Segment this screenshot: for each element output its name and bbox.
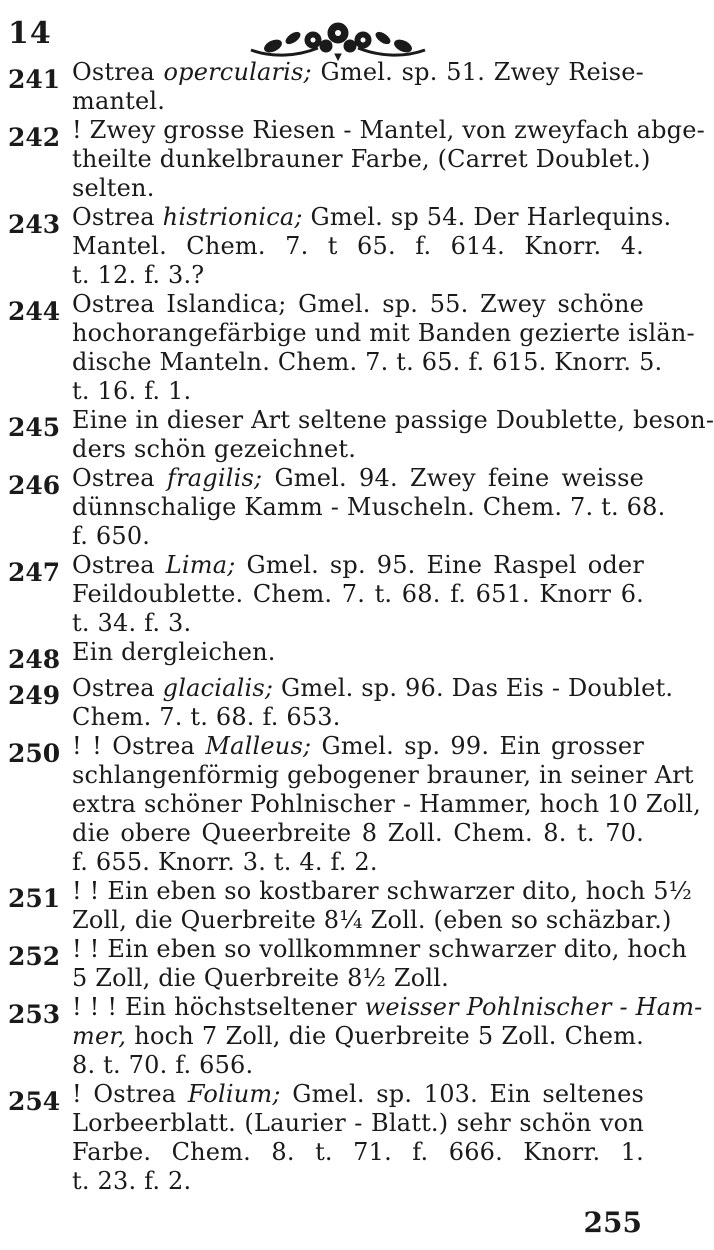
catalog-entry	[8, 58, 648, 116]
catalog-entry	[8, 290, 695, 406]
catalog-entry	[8, 203, 672, 290]
text-line	[72, 290, 644, 319]
text-segment: Gmel. 94. Zwey feine weisse	[262, 464, 644, 492]
text-line	[72, 87, 644, 116]
text-line	[72, 964, 644, 993]
text-line	[72, 1051, 644, 1080]
text-line	[72, 761, 694, 790]
text-segment: hoch 7 Zoll, die Querbreite 5 Zoll. Chem.	[126, 1022, 644, 1050]
catchword: 255	[583, 1206, 642, 1239]
text-line	[72, 464, 644, 493]
text-line	[72, 790, 701, 819]
text-segment: f. 650.	[72, 522, 151, 550]
text-segment: Ein dergleichen.	[72, 638, 276, 666]
text-line	[72, 703, 644, 732]
text-line	[72, 232, 644, 261]
page-header	[8, 16, 648, 56]
entry-number: 242	[8, 123, 61, 152]
italic-term: fragilis;	[167, 464, 263, 492]
text-segment: Chem. 7. t. 68. f. 653.	[72, 703, 341, 731]
text-segment: schlangenförmig gebogener brauner, in seiner Art	[72, 761, 694, 789]
text-segment: theilte dunkelbrauner Farbe, (Carret Doublet.)	[72, 145, 651, 173]
entry-number: 250	[8, 739, 61, 768]
floral-vignette-icon	[243, 20, 433, 60]
text-segment: Lorbeerblatt. (Laurier - Blatt.) sehr schön von	[72, 1109, 644, 1137]
entry-text	[72, 58, 644, 116]
text-segment: selten.	[72, 174, 155, 202]
text-segment: Ostrea	[72, 464, 167, 492]
text-segment: ! Ostrea	[72, 1080, 188, 1108]
text-segment: Ostrea	[72, 674, 163, 702]
entry-text	[72, 732, 701, 877]
text-line	[72, 435, 644, 464]
entry-text	[72, 406, 714, 464]
text-line	[72, 377, 644, 406]
text-segment: mantel.	[72, 87, 166, 115]
italic-term: Malleus;	[205, 732, 312, 760]
text-segment: ! ! Ostrea	[72, 732, 206, 760]
text-segment: hochorangefärbige und mit Banden gezierte islän-	[72, 319, 695, 347]
catalog-entry	[8, 674, 674, 732]
text-line	[72, 174, 644, 203]
text-line	[72, 1138, 644, 1167]
text-line	[72, 732, 644, 761]
entry-number: 246	[8, 471, 61, 500]
text-line	[72, 609, 644, 638]
text-segment: ! ! Ein eben so vollkommner schwarzer dito, hoch	[72, 935, 687, 963]
text-line	[72, 406, 714, 435]
entry-number: 248	[8, 645, 61, 674]
entry-text	[72, 551, 644, 638]
entry-text	[72, 203, 672, 290]
entry-number: 245	[8, 413, 61, 442]
text-line	[72, 580, 644, 609]
text-segment: Eine in dieser Art seltene passige Doublette, beson-	[72, 406, 714, 434]
text-segment: Feildoublette. Chem. 7. t. 68. f. 651. Knorr 6.	[72, 580, 644, 608]
text-line	[72, 993, 703, 1022]
entry-text	[72, 116, 705, 203]
text-segment: Gmel. sp. 51. Zwey Reise-	[311, 58, 644, 86]
text-line	[72, 877, 693, 906]
text-segment: t. 34. f. 3.	[72, 609, 192, 637]
entry-number: 253	[8, 1000, 61, 1029]
entry-number: 247	[8, 558, 61, 587]
text-segment: t. 23. f. 2.	[72, 1167, 192, 1195]
entry-number: 254	[8, 1087, 61, 1116]
text-segment: Ostrea	[72, 551, 166, 579]
entry-list	[8, 58, 714, 1196]
text-line	[72, 522, 644, 551]
italic-term: mer,	[72, 1022, 127, 1050]
text-line	[72, 58, 644, 87]
text-line	[72, 819, 644, 848]
text-segment: ! ! ! Ein höchstseltener	[72, 993, 365, 1021]
italic-term: weisser Pohlnischer - Ham-	[364, 993, 703, 1021]
text-segment: f. 655. Knorr. 3. t. 4. f. 2.	[72, 848, 378, 876]
catalog-entry	[8, 935, 687, 993]
text-line	[72, 1022, 644, 1051]
text-segment: 5 Zoll, die Querbreite 8½ Zoll.	[72, 964, 449, 992]
text-line	[72, 145, 651, 174]
catalog-entry	[8, 464, 666, 551]
text-segment: Gmel. sp. 103. Ein seltenes	[280, 1080, 644, 1108]
text-segment: die obere Queerbreite 8 Zoll. Chem. 8. t. 70.	[72, 819, 644, 847]
text-line	[72, 1167, 644, 1196]
text-line	[72, 493, 666, 522]
text-segment: 8. t. 70. f. 656.	[72, 1051, 254, 1079]
text-segment: t. 12. f. 3.?	[72, 261, 205, 289]
text-segment: t. 16. f. 1.	[72, 377, 192, 405]
italic-term: Folium;	[187, 1080, 281, 1108]
text-segment: Ostrea	[72, 203, 163, 231]
text-segment: extra schöner Pohlnischer - Hammer, hoch 10 Zoll,	[72, 790, 701, 818]
text-line	[72, 638, 644, 667]
catalog-entry	[8, 732, 701, 877]
text-line	[72, 319, 695, 348]
text-segment: Zoll, die Querbreite 8¼ Zoll. (eben so schäzbar.)	[72, 906, 672, 934]
text-segment: ! Zwey grosse Riesen - Mantel, von zweyfach abge-	[72, 116, 705, 144]
catalog-entry	[8, 877, 693, 935]
text-line	[72, 906, 672, 935]
italic-term: glacialis;	[162, 674, 274, 702]
text-segment: Ostrea Islandica; Gmel. sp. 55. Zwey schöne	[72, 290, 644, 318]
text-line	[72, 261, 644, 290]
text-segment: dische Manteln. Chem. 7. t. 65. f. 615. Knorr. 5.	[72, 348, 663, 376]
italic-term: Lima;	[165, 551, 236, 579]
text-segment: Farbe. Chem. 8. t. 71. f. 666. Knorr. 1.	[72, 1138, 644, 1166]
text-segment: Gmel. sp 54. Der Harlequins.	[302, 203, 672, 231]
text-line	[72, 1109, 644, 1138]
catalog-entry	[8, 993, 703, 1080]
entry-text	[72, 1080, 644, 1196]
entry-number: 244	[8, 297, 61, 326]
italic-term: histrionica;	[162, 203, 303, 231]
catalog-entry	[8, 116, 705, 203]
text-segment: Gmel. sp. 95. Eine Raspel oder	[235, 551, 644, 579]
italic-term: opercularis;	[163, 58, 312, 86]
catalog-entry	[8, 406, 714, 464]
text-line	[72, 203, 672, 232]
text-segment: Gmel. sp. 99. Ein grosser	[311, 732, 644, 760]
entry-text	[72, 290, 695, 406]
entry-number: 241	[8, 65, 61, 94]
entry-text	[72, 674, 674, 732]
text-segment: ders schön gezeichnet.	[72, 435, 357, 463]
entry-text	[72, 638, 644, 667]
entry-number: 243	[8, 210, 61, 239]
entry-number: 252	[8, 942, 61, 971]
catalog-entry	[8, 551, 648, 638]
entry-text	[72, 935, 687, 993]
text-segment: Ostrea	[72, 58, 164, 86]
text-line	[72, 551, 644, 580]
text-segment: Mantel. Chem. 7. t 65. f. 614. Knorr. 4.	[72, 232, 644, 260]
text-line	[72, 674, 674, 703]
text-line	[72, 116, 705, 145]
entry-number: 249	[8, 681, 61, 710]
text-segment: dünnschalige Kamm - Muscheln. Chem. 7. t. 68.	[72, 493, 666, 521]
entry-text	[72, 877, 693, 935]
text-segment: Gmel. sp. 96. Das Eis - Doublet.	[273, 674, 674, 702]
text-line	[72, 848, 644, 877]
entry-text	[72, 993, 703, 1080]
text-segment: ! ! Ein eben so kostbarer schwarzer dito, hoch 5½	[72, 877, 693, 905]
entry-text	[72, 464, 666, 551]
text-line	[72, 348, 663, 377]
catalog-entry	[8, 638, 648, 674]
catalog-entry	[8, 1080, 648, 1196]
text-line	[72, 935, 687, 964]
entry-number: 251	[8, 884, 61, 913]
page-number: 14	[8, 16, 52, 51]
text-line	[72, 1080, 644, 1109]
